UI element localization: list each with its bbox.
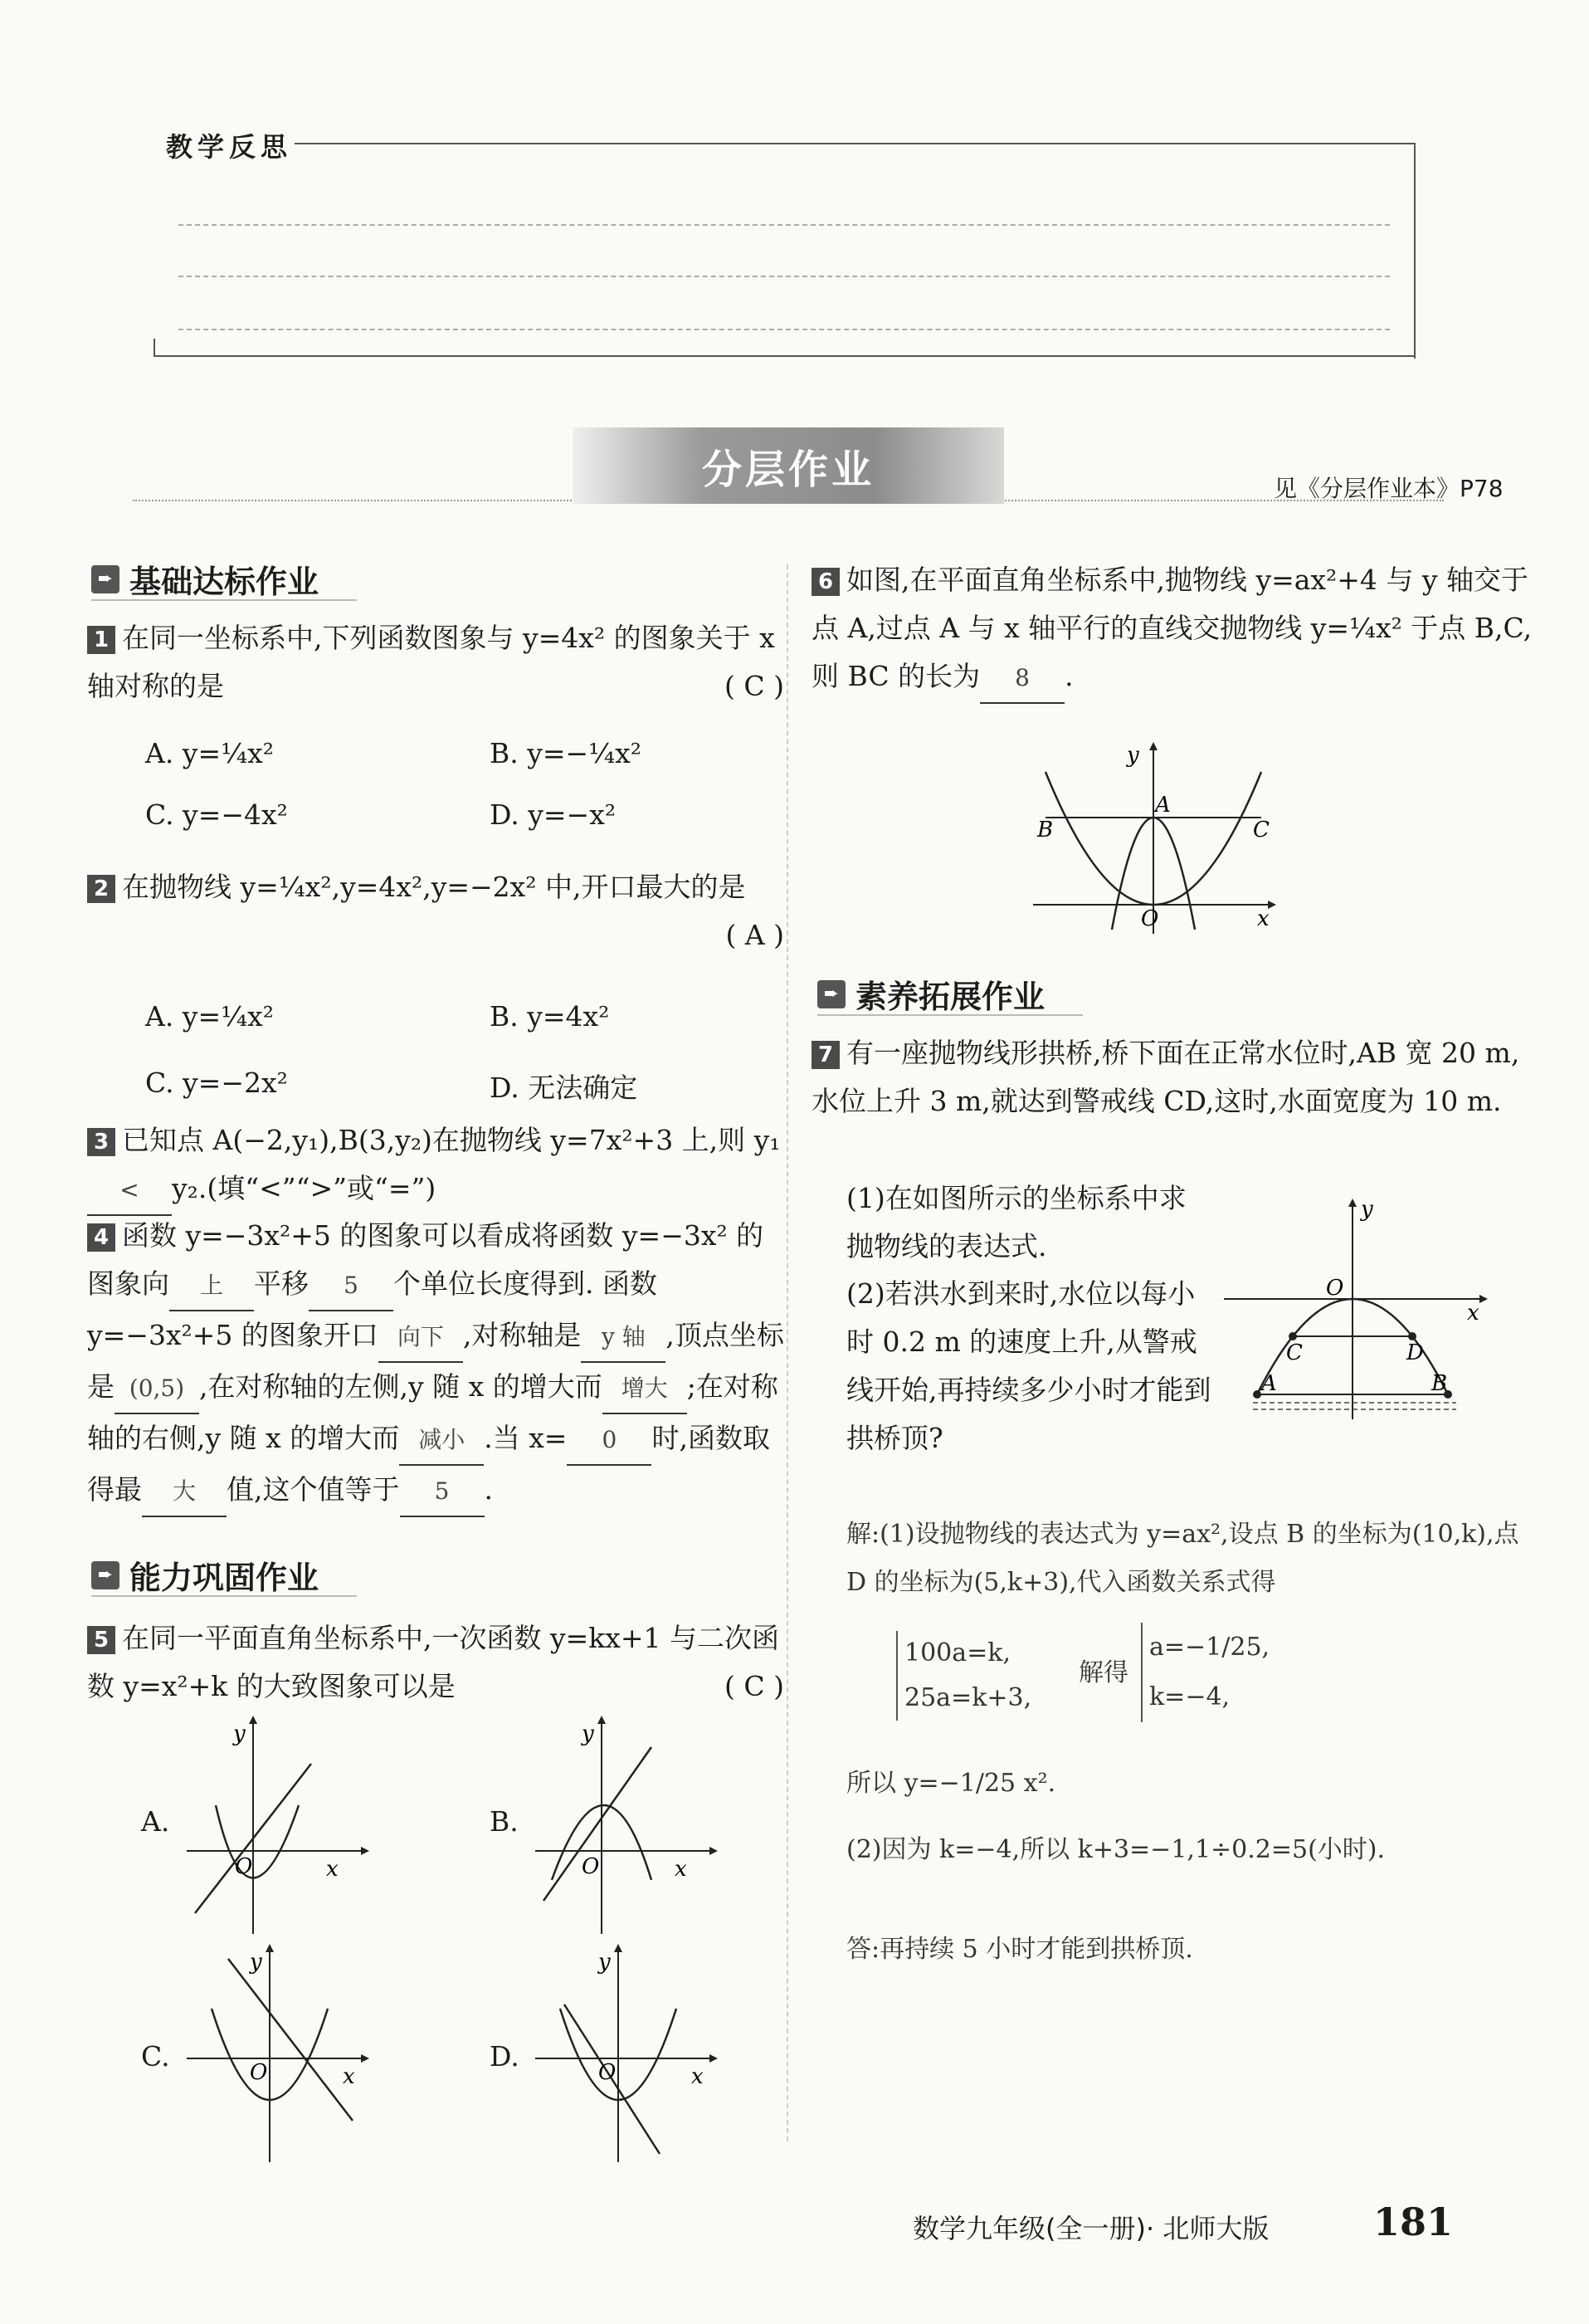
graph-a bbox=[178, 1714, 369, 1938]
arrow-icon: ➨ bbox=[817, 980, 846, 1008]
writing-line bbox=[178, 329, 1390, 330]
svg-text:B: B bbox=[1431, 1371, 1448, 1396]
graph-label: D. bbox=[490, 2040, 519, 2073]
reflection-border bbox=[154, 339, 155, 357]
option: A. y=¼x² bbox=[145, 737, 274, 769]
svg-text:x: x bbox=[1257, 906, 1270, 931]
svg-text:A: A bbox=[1155, 793, 1171, 818]
section-underline bbox=[91, 1595, 357, 1597]
option: D. 无法确定 bbox=[490, 1072, 638, 1104]
graph-c bbox=[178, 1942, 369, 2166]
graph-label: C. bbox=[141, 2040, 170, 2073]
q7-part2: (2)若洪水到来时,水位以每小时 0.2 m 的速度上升,从警戒线开始,再持续多少小时才能到拱桥顶? bbox=[846, 1277, 1211, 1454]
question-6: 6 如图,在平面直角坐标系中,抛物线 y=ax²+4 与 y 轴交于点 A,过点 A 与 x 轴平行的直线交抛物线 y=¼x² 于点 B,C,则 BC 的长为 8 . bbox=[812, 556, 1533, 704]
svg-text:x: x bbox=[326, 1857, 339, 1882]
graph-label: A. bbox=[141, 1805, 170, 1838]
writing-line bbox=[178, 224, 1390, 226]
svg-text:x: x bbox=[691, 2064, 704, 2089]
option: D. y=−x² bbox=[490, 798, 617, 831]
option: B. y=4x² bbox=[490, 1000, 610, 1033]
question-3: 3 已知点 A(−2,y₁),B(3,y₂)在抛物线 y=7x²+3 上,则 y₁< y₂.(填“<”“>”或“=”) bbox=[87, 1116, 784, 1216]
footer-book: 数学九年级(全一册)· 北师大版 bbox=[913, 2213, 1270, 2244]
svg-text:y: y bbox=[582, 1721, 594, 1746]
svg-text:x: x bbox=[343, 2064, 355, 2089]
graph-d bbox=[527, 1942, 718, 2166]
question-5: 5 在同一平面直角坐标系中,一次函数 y=kx+1 与二次函数 y=x²+k 的大致图象可以是 ( C ) bbox=[87, 1622, 784, 1702]
reflection-title: 教学反思 bbox=[166, 131, 293, 163]
svg-text:O: O bbox=[598, 2060, 617, 2085]
svg-text:x: x bbox=[1467, 1301, 1479, 1326]
equation-system: 100a=k, 25a=k+3, bbox=[896, 1631, 1031, 1721]
graph-label: B. bbox=[490, 1805, 519, 1838]
svg-text:O: O bbox=[1326, 1276, 1344, 1301]
banner-reference: 见《分层作业本》P78 bbox=[1274, 475, 1504, 502]
arrow-icon: ➨ bbox=[91, 565, 119, 593]
option: B. y=−¼x² bbox=[490, 737, 641, 769]
graph-b bbox=[527, 1714, 718, 1938]
svg-text:O: O bbox=[1141, 906, 1159, 931]
q7-part1: (1)在如图所示的坐标系中求抛物线的表达式. bbox=[846, 1182, 1187, 1262]
solve-word: 解得 bbox=[1079, 1658, 1128, 1687]
solution-line: 所以 y=−1/25 x². bbox=[846, 1769, 1056, 1798]
svg-text:y: y bbox=[1361, 1197, 1373, 1222]
svg-text:D: D bbox=[1406, 1340, 1424, 1365]
arrow-icon: ➨ bbox=[91, 1561, 119, 1589]
solution-line: (2)因为 k=−4,所以 k+3=−1,1÷0.2=5(小时). bbox=[846, 1835, 1386, 1864]
svg-text:B: B bbox=[1037, 818, 1054, 842]
solution-line: 解:(1)设抛物线的表达式为 y=ax²,设点 B 的坐标为(10,k),点 D 的坐标为(5,k+3),代入函数关系式得 bbox=[846, 1520, 1519, 1597]
section-ability: ➨ 能力巩固作业 bbox=[91, 1552, 319, 1598]
svg-text:C: C bbox=[1286, 1340, 1303, 1365]
svg-text:C: C bbox=[1253, 818, 1270, 842]
svg-text:O: O bbox=[250, 2060, 268, 2085]
svg-text:y: y bbox=[598, 1950, 611, 1975]
question-7: 7 有一座抛物线形拱桥,桥下面在正常水位时,AB 宽 20 m,水位上升 3 m,就达到警戒线 CD,这时,水面宽度为 10 m. bbox=[812, 1037, 1520, 1117]
reflection-border bbox=[1414, 143, 1416, 359]
svg-text:y: y bbox=[250, 1950, 262, 1975]
section-basic: ➨ 基础达标作业 bbox=[91, 556, 319, 602]
figure-q7 bbox=[1220, 1195, 1494, 1436]
option: C. y=−2x² bbox=[145, 1067, 288, 1099]
solution-system: a=−1/25, k=−4, bbox=[1141, 1623, 1270, 1722]
section-extension: ➨ 素养拓展作业 bbox=[817, 971, 1045, 1017]
writing-line bbox=[178, 276, 1390, 277]
section-underline bbox=[817, 1014, 1083, 1016]
question-2: 2 在抛物线 y=¼x²,y=4x²,y=−2x² 中,开口最大的是 ( A ) bbox=[87, 863, 784, 959]
svg-text:O: O bbox=[235, 1854, 253, 1879]
question-1: 1 在同一坐标系中,下列函数图象与 y=4x² 的图象关于 x 轴对称的是 ( C ) bbox=[87, 622, 784, 702]
page-number: 181 bbox=[1373, 2200, 1454, 2244]
reflection-border bbox=[295, 143, 1415, 144]
column-divider bbox=[787, 564, 788, 2141]
svg-text:y: y bbox=[233, 1721, 246, 1746]
figure-q6 bbox=[1029, 739, 1278, 938]
question-4: 4 函数 y=−3x²+5 的图象可以看成将函数 y=−3x² 的图象向 上 平移 5 个单位长度得到. 函数 y=−3x²+5 的图象开口 向下 ,对称轴是 y 轴 ,顶点坐标是 (0,5) ,在对称轴的左侧,y 随 x 的增大而 增大 ;在对称轴的右侧,y 随 x 的增大而 减小 .当 x= 0 时,函数取得最 大 值,这个值等于 5 . bbox=[87, 1212, 784, 1517]
reflection-border bbox=[154, 355, 1415, 357]
svg-text:O: O bbox=[582, 1854, 600, 1879]
option: A. y=¼x² bbox=[145, 1000, 274, 1033]
solution-line: 答:再持续 5 小时才能到拱桥顶. bbox=[846, 1935, 1193, 1964]
svg-text:y: y bbox=[1127, 743, 1139, 768]
svg-text:A: A bbox=[1261, 1371, 1277, 1396]
svg-text:x: x bbox=[675, 1857, 687, 1882]
banner-title: 分层作业 bbox=[573, 427, 1004, 504]
section-underline bbox=[91, 599, 357, 601]
option: C. y=−4x² bbox=[145, 798, 288, 831]
